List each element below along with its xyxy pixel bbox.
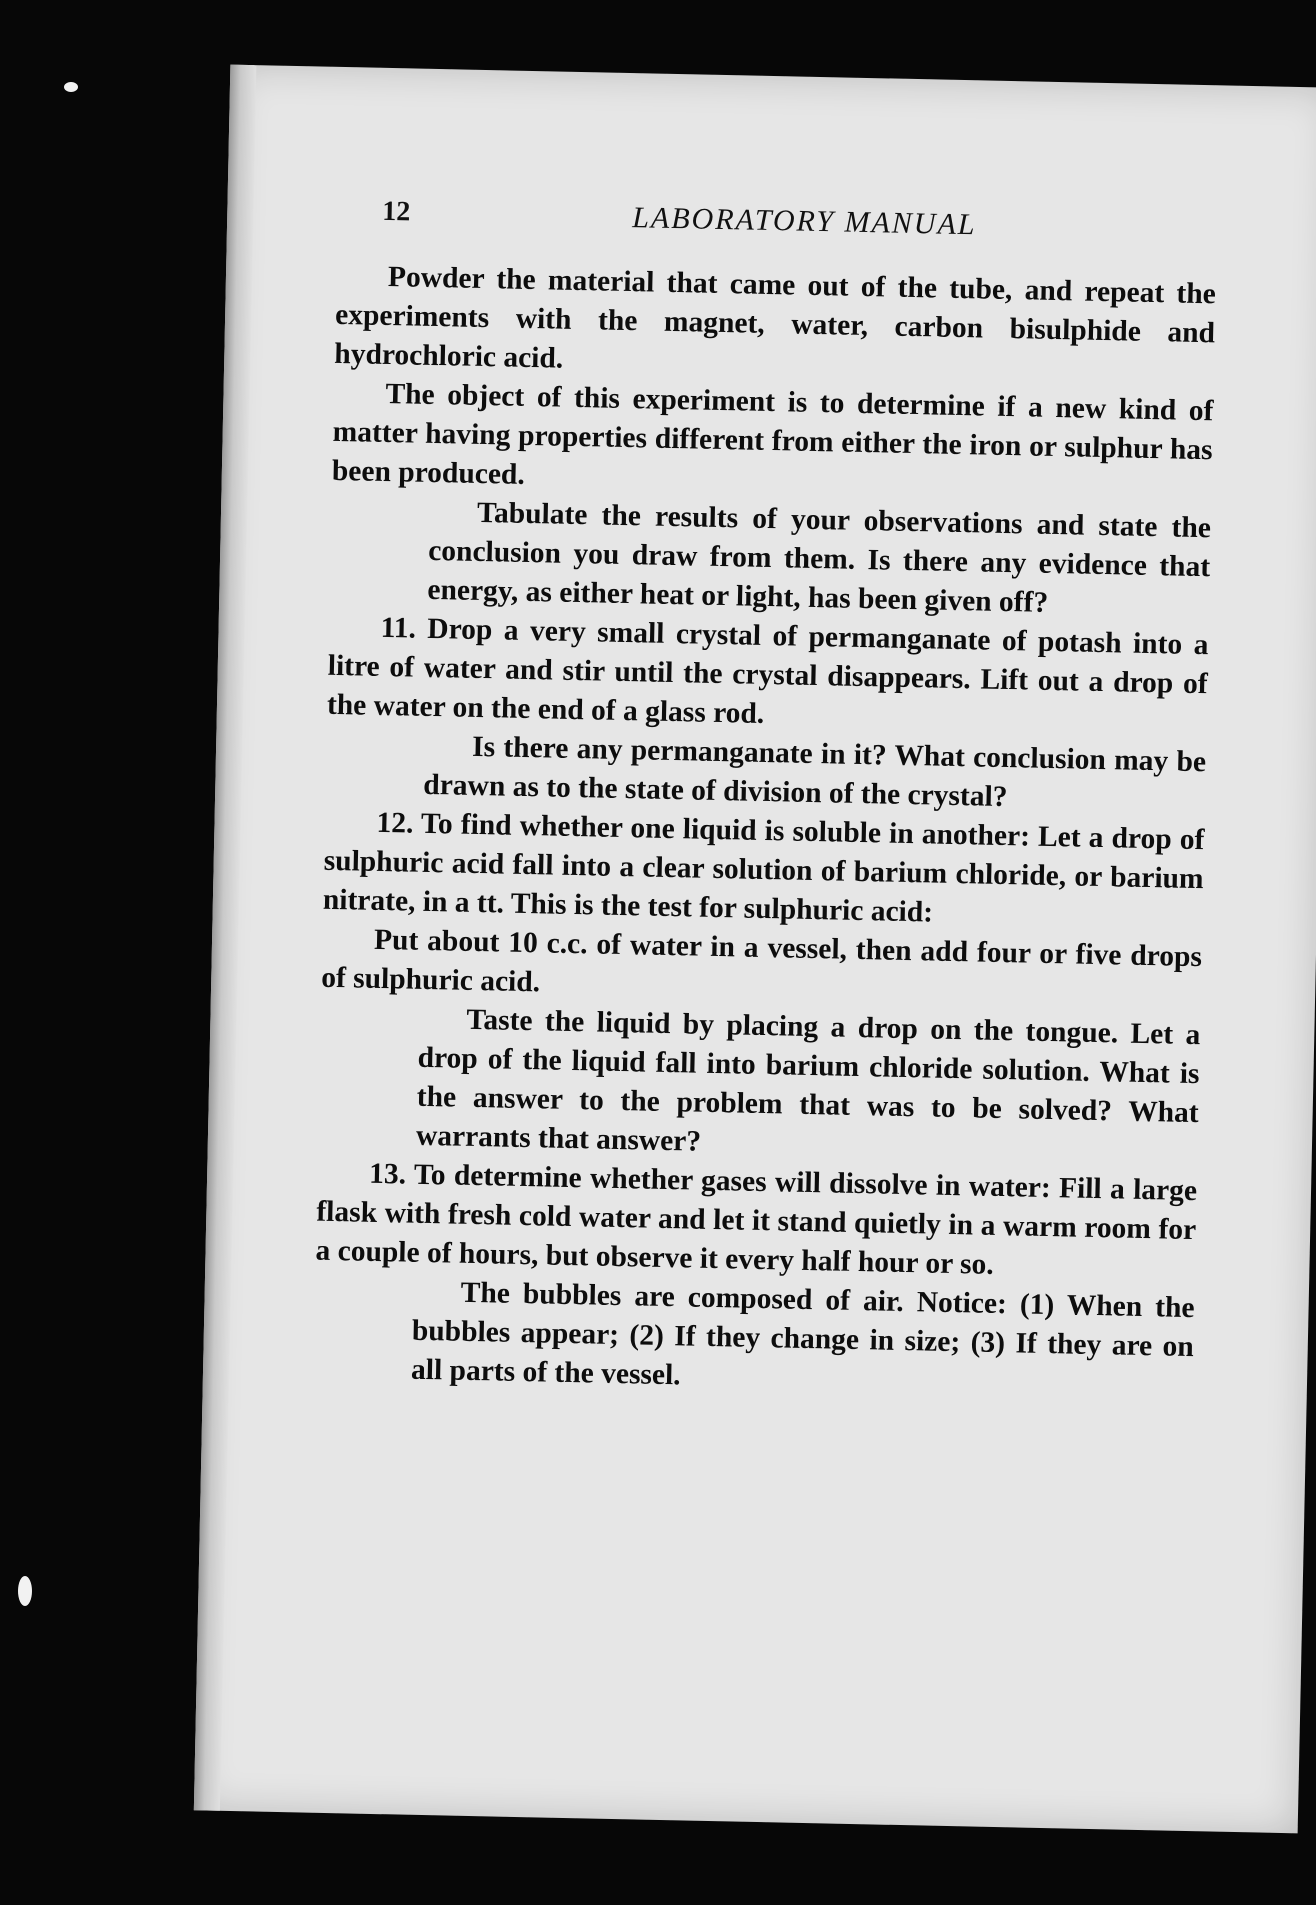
body-text (313, 257, 1216, 1406)
running-head (382, 196, 1263, 254)
scan-speck-left (18, 1576, 32, 1606)
page-number: 12 (382, 195, 411, 228)
paragraph-step-11: 11. Drop a very small crystal of permanganate of potash into a litre of water and stir until the crystal disappears. Lift out a drop of the water on the end of a glass rod. (326, 611, 1209, 730)
paragraph-powder-material: Powder the material that came out of the tube, and repeat the experiments with the magnet, water, carbon bisulphide and hydrochloric acid. (334, 260, 1217, 375)
running-title: LABORATORY MANUAL (631, 201, 977, 242)
note-taste-liquid: Taste the liquid by placing a drop on the tongue. Let a drop of the liquid fall into barium chloride solution. What is the answer to the problem that was to be solved? What warrants that answer? (415, 1003, 1201, 1158)
note-permanganate-question: Is there any permanganate in it? What conclusion may be drawn as to the state of division of the crystal? (423, 730, 1207, 814)
paragraph-experiment-object: The object of this experiment is to determine if a new kind of matter having properties different from either the iron or sulphur has been produced. (331, 377, 1214, 491)
paragraph-step-12: 12. To find whether one liquid is soluble in another: Let a drop of sulphuric acid fall into a clear solution of barium chloride, or barium nitrate, in a tt. This is the test for sulphuric acid: (322, 806, 1205, 929)
paragraph-put-water: Put about 10 c.c. of water in a vessel, then add four or five drops of sulphuric acid. (320, 923, 1203, 999)
paragraph-step-13: 13. To determine whether gases will dissolve in water: Fill a large flask with fresh cold water and let it stand quietly in a warm room for a couple of hours, but observe it every half hour or so. (315, 1157, 1198, 1281)
note-bubbles: The bubbles are composed of air. Notice: (1) When the bubbles appear; (2) If they change in size; (3) If they are on all parts of the vessel. (410, 1276, 1195, 1392)
book-page (194, 65, 1316, 1834)
note-tabulate-results: Tabulate the results of your observations and state the conclusion you draw from them. Is there any evidence that energy, as either heat or light, has been given off? (427, 496, 1212, 619)
scan-speck-top (64, 82, 78, 92)
